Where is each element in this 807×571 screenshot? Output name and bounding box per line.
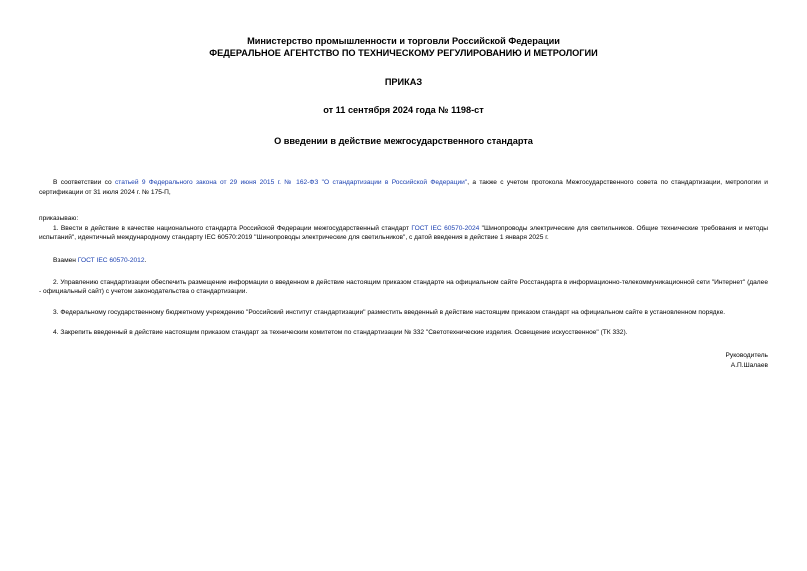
signature-name: А.П.Шалаев (730, 361, 768, 369)
prikazyvayu-line: приказываю: (39, 215, 79, 223)
replace-paragraph (39, 256, 768, 266)
item-1-paragraph (39, 224, 768, 243)
item-3-paragraph: 3. Федеральному государственному бюджетному учреждению "Российский институт стандартизации" разместить введенный в действие настоящим приказом стандарт на официальном сайте в установленном порядке. (53, 308, 726, 316)
item-4-paragraph: 4. Закрепить введенный в действие настоящим приказом стандарт за техническим комитетом по стандартизации № 332 "Светотехнические изделия. Освещение искусственное" (ТК 332). (53, 329, 628, 337)
replace-prefix: Взамен (53, 256, 78, 264)
basis-paragraph (39, 178, 768, 197)
basis-suffix: , а также с учетом протокола Межгосударственного совета по стандартизации, метрологии и сертификации от 31 июля 2024 г. № 175-П, (39, 179, 768, 196)
item-1-suffix: "Шинопроводы электрические для светильников. Общие технические требования и методы испытаний", идентичный международному стандарту IEC 60570:2019 "Шинопроводы электрические для светильников", с датой введения в действие 1 января 2025 г. (39, 224, 768, 242)
standard-2024-link[interactable]: ГОСТ IEC 60570-2024 (411, 224, 480, 232)
federal-law-link[interactable]: статьей 9 Федерального закона от 29 июня 2015 г. № 162-ФЗ "О стандартизации в Российской Федерации" (114, 179, 468, 186)
standard-2012-link[interactable]: ГОСТ IEC 60570-2012 (77, 256, 145, 264)
signature-position: Руководитель (725, 352, 768, 359)
order-title: О введении в действие межгосударственного стандарта (274, 136, 533, 146)
item-2-paragraph: 2. Управлению стандартизации обеспечить размещение информации о введенном в действие настоящим приказом стандарте на официальном сайте Росстандарта в информационно-телекоммуникационной сети "Интернет" (далее - официальный сайт) с учетом законодательства о стандартизации. (39, 278, 768, 296)
agency-name: ФЕДЕРАЛЬНОЕ АГЕНТСТВО ПО ТЕХНИЧЕСКОМУ РЕГУЛИРОВАНИЮ И МЕТРОЛОГИИ (209, 48, 598, 58)
signature-block (726, 351, 768, 370)
order-body (39, 178, 768, 338)
basis-prefix: В соответствии со (53, 179, 115, 186)
order-date: от 11 сентября 2024 года № 1198-ст (323, 105, 484, 115)
replace-suffix: . (144, 256, 147, 264)
item-1-prefix: 1. Ввести в действие в качестве национального стандарта Российской Федерации межгосударственный стандарт (53, 224, 412, 232)
ministry-name: Министерство промышленности и торговли Российской Федерации (247, 36, 560, 46)
order-word: ПРИКАЗ (384, 77, 423, 87)
